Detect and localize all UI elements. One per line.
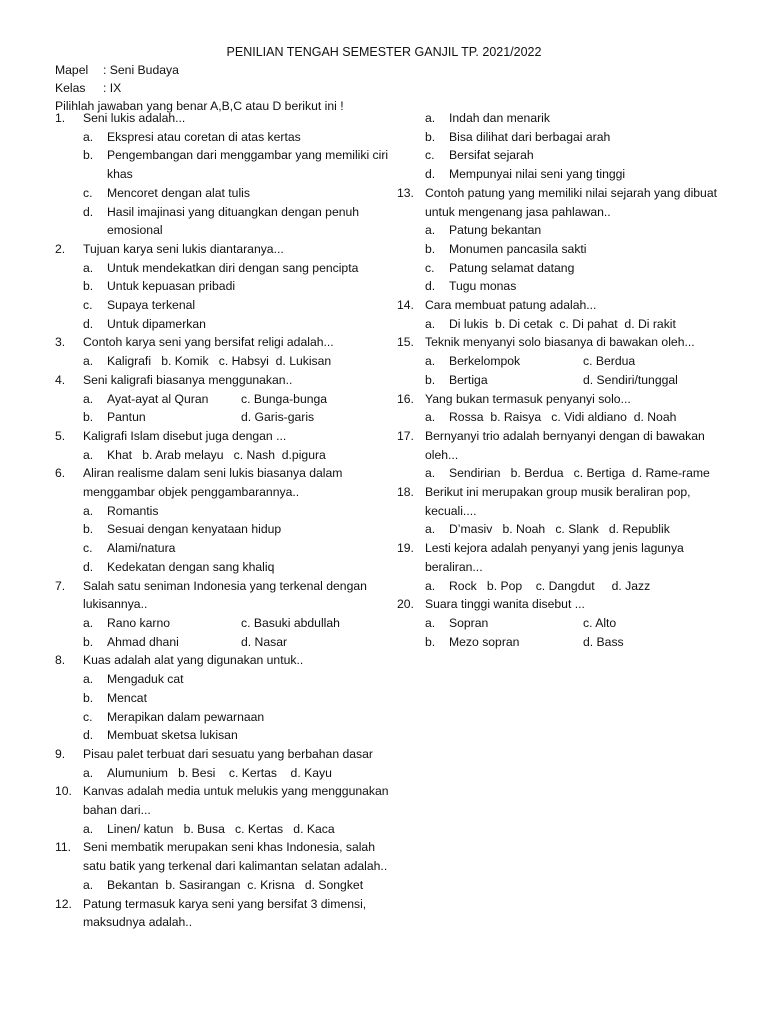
option-letter: b. (425, 241, 436, 256)
option-letter: a. (83, 260, 94, 275)
option-text: Merapikan dalam pewarnaan (107, 709, 265, 724)
question-number: 18. (397, 485, 414, 500)
option-text: Mencat (107, 690, 147, 705)
option-letter: d. (83, 204, 94, 219)
option-letter: a. (83, 354, 94, 369)
option-text: Untuk kepuasan pribadi (107, 279, 236, 294)
question-number: 12. (55, 896, 72, 911)
option-text: Mezo sopran (449, 634, 520, 649)
option-letter: b. (83, 634, 94, 649)
option-c: c. Berdua (583, 354, 636, 369)
option-letter: b. (425, 129, 436, 144)
option-text: Patung bekantan (449, 223, 542, 238)
option-row (397, 315, 737, 334)
question-7 (55, 577, 395, 614)
question-2 (55, 240, 395, 259)
question-text: Salah satu seniman Indonesia yang terkenal dengan lukisannya.. (83, 578, 367, 612)
question-text: Contoh patung yang memiliki nilai sejarah yang dibuat untuk mengenang jasa pahlawan.. (425, 185, 718, 219)
option-letter: a. (425, 354, 436, 369)
option-b (55, 689, 395, 708)
option-text: Bertiga (449, 372, 488, 387)
option-d: d. Nasar (241, 634, 288, 649)
question-18 (397, 483, 737, 520)
option-d: d. Sendiri/tunggal (583, 372, 678, 387)
question-5 (55, 427, 395, 446)
option-text: Untuk dipamerkan (107, 316, 206, 331)
kelas-value: : IX (103, 81, 122, 95)
option-text: Sopran (449, 615, 489, 630)
question-number: 10. (55, 784, 72, 799)
question-number: 4. (55, 372, 66, 387)
question-13 (397, 184, 737, 221)
question-number: 5. (55, 428, 66, 443)
option-b (425, 371, 583, 390)
option-b (83, 408, 241, 427)
option-letter: b. (425, 372, 436, 387)
option-letter: a. (83, 391, 94, 406)
question-15 (397, 333, 737, 352)
right-column (397, 109, 737, 651)
option-letter: a. (83, 821, 94, 836)
left-column (55, 109, 395, 932)
question-text: Seni membatik merupakan seni khas Indonesia, salah satu batik yang terkenal dari kalimantan selatan adalah.. (83, 840, 388, 874)
option-letter: d. (83, 559, 94, 574)
question-text: Contoh karya seni yang bersifat religi adalah... (83, 335, 334, 350)
question-11 (55, 838, 395, 875)
instruction: Pilihlah jawaban yang benar A,B,C atau D berikut ini ! (55, 99, 344, 113)
question-text: Patung termasuk karya seni yang bersifat 3 dimensi, maksudnya adalah.. (83, 896, 367, 930)
question-number: 20. (397, 597, 414, 612)
option-row (55, 446, 395, 465)
option-text: Ayat-ayat al Quran (107, 391, 209, 406)
option-row (55, 876, 395, 895)
question-8 (55, 651, 395, 670)
question-1 (55, 109, 395, 128)
question-9 (55, 745, 395, 764)
question-10 (55, 782, 395, 819)
option-b (55, 277, 395, 296)
option-letter: d. (425, 279, 436, 294)
option-letter: a. (83, 672, 94, 687)
option-letter: b. (425, 634, 436, 649)
question-text: Bernyanyi trio adalah bernyanyi dengan di bawakan oleh... (425, 428, 705, 462)
exam-title: PENILIAN TENGAH SEMESTER GANJIL TP. 2021/2022 (226, 45, 542, 59)
option-letter: a. (425, 410, 436, 425)
option-text: Pengembangan dari menggambar yang memiliki ciri khas (107, 148, 389, 182)
kelas-row (55, 79, 395, 97)
option-b (397, 128, 737, 147)
option-b (55, 520, 395, 539)
option-b (55, 146, 395, 183)
mapel-label: Mapel (55, 63, 89, 77)
option-grid (55, 390, 395, 427)
question-number: 14. (397, 298, 414, 313)
kelas-label: Kelas (55, 81, 86, 95)
option-letter: d. (83, 316, 94, 331)
option-c (55, 184, 395, 203)
option-c (55, 296, 395, 315)
option-text: Rano karno (107, 615, 171, 630)
option-text: Berkelompok (449, 354, 521, 369)
question-number: 9. (55, 746, 66, 761)
question-4 (55, 371, 395, 390)
option-letter: b. (83, 522, 94, 537)
option-row-text: Khat b. Arab melayu c. Nash d.pigura (107, 447, 326, 462)
question-text: Pisau palet terbuat dari sesuatu yang berbahan dasar (83, 746, 373, 761)
question-number: 11. (55, 840, 72, 855)
option-a (397, 221, 737, 240)
option-a (55, 502, 395, 521)
question-text: Lesti kejora adalah penyanyi yang jenis lagunya beraliran... (425, 541, 684, 574)
option-letter: b. (83, 148, 94, 163)
option-c: c. Basuki abdullah (241, 615, 340, 630)
option-text: Alami/natura (107, 541, 176, 556)
option-letter: c. (83, 541, 93, 556)
option-letter: a. (83, 615, 94, 630)
question-17 (397, 427, 737, 464)
option-row-text: Bekantan b. Sasirangan c. Krisna d. Songket (107, 877, 364, 892)
option-d (55, 315, 395, 334)
question-text: Kanvas adalah media untuk melukis yang menggunakan bahan dari... (83, 784, 389, 818)
option-text: Hasil imajinasi yang dituangkan dengan penuh emosional (107, 204, 360, 238)
option-d (55, 203, 395, 240)
question-text: Tujuan karya seni lukis diantaranya... (83, 241, 284, 256)
option-a (83, 390, 241, 409)
question-number: 17. (397, 428, 414, 443)
option-row (397, 464, 737, 483)
question-number: 19. (397, 541, 414, 556)
question-3 (55, 333, 395, 352)
option-row (55, 352, 395, 371)
option-d (55, 726, 395, 745)
option-row-text: Alumunium b. Besi c. Kertas d. Kayu (107, 765, 332, 780)
question-text: Suara tinggi wanita disebut ... (425, 597, 585, 612)
option-a (397, 109, 737, 128)
option-letter: b. (83, 279, 94, 294)
option-row-text: Kaligrafi b. Komik c. Habsyi d. Lukisan (107, 354, 332, 369)
option-c (55, 539, 395, 558)
option-text: Monumen pancasila sakti (449, 241, 587, 256)
option-letter: c. (425, 260, 435, 275)
option-text: Mengaduk cat (107, 672, 184, 687)
option-letter: a. (425, 316, 436, 331)
option-c (397, 146, 737, 165)
question-number: 7. (55, 578, 66, 593)
option-row (397, 577, 737, 596)
mapel-row (55, 61, 395, 79)
option-row-text: Linen/ katun b. Busa c. Kertas d. Kaca (107, 821, 335, 836)
option-a (55, 259, 395, 278)
option-row (397, 408, 737, 427)
option-letter: b. (83, 410, 94, 425)
option-a (55, 670, 395, 689)
option-letter: a. (83, 765, 94, 780)
option-text: Sesuai dengan kenyataan hidup (107, 522, 282, 537)
option-a (55, 128, 395, 147)
option-c (55, 708, 395, 727)
question-19 (397, 539, 737, 576)
question-text: Teknik menyanyi solo biasanya di bawakan oleh... (425, 335, 695, 350)
option-d (397, 165, 737, 184)
option-text: Untuk mendekatkan diri dengan sang pencipta (107, 260, 359, 275)
question-number: 1. (55, 111, 66, 125)
option-row-text: Rossa b. Raisya c. Vidi aldiano d. Noah (449, 410, 677, 425)
option-d: d. Garis-garis (241, 410, 315, 425)
option-letter: a. (425, 615, 436, 630)
question-text: Cara membuat patung adalah... (425, 298, 597, 313)
option-letter: a. (83, 503, 94, 518)
question-text: Kaligrafi Islam disebut juga dengan ... (83, 428, 287, 443)
question-number: 2. (55, 241, 66, 256)
option-row-text: Di lukis b. Di cetak c. Di pahat d. Di rakit (449, 316, 676, 331)
option-text: Kedekatan dengan sang khaliq (107, 559, 275, 574)
option-letter: a. (425, 223, 436, 238)
option-letter: a. (83, 447, 94, 462)
question-number: 16. (397, 391, 414, 406)
question-text: Aliran realisme dalam seni lukis biasanya dalam menggambar objek penggambarannya.. (83, 466, 343, 500)
option-a (425, 614, 583, 633)
option-c: c. Bunga-bunga (241, 391, 328, 406)
option-row (397, 520, 737, 539)
option-letter: d. (425, 167, 436, 182)
option-d (397, 277, 737, 296)
option-letter: a. (425, 111, 436, 125)
option-letter: d. (83, 728, 94, 743)
option-d (55, 558, 395, 577)
option-text: Bersifat sejarah (449, 148, 534, 163)
option-row (55, 820, 395, 839)
question-text: Yang bukan termasuk penyanyi solo... (425, 391, 631, 406)
question-16 (397, 390, 737, 409)
option-letter: c. (83, 709, 93, 724)
option-text: Membuat sketsa lukisan (107, 728, 238, 743)
option-b (83, 633, 241, 652)
question-number: 15. (397, 335, 414, 350)
option-row-text: Sendirian b. Berdua c. Bertiga d. Rame-rame (449, 466, 710, 481)
option-c: c. Alto (583, 615, 617, 630)
question-text: Seni lukis adalah... (83, 111, 186, 125)
option-b (425, 633, 583, 652)
exam-meta (55, 61, 395, 115)
option-letter: c. (83, 298, 93, 313)
option-text: Mempunyai nilai seni yang tinggi (449, 167, 626, 182)
question-number: 6. (55, 466, 66, 481)
option-grid (55, 614, 395, 651)
option-text: Ahmad dhani (107, 634, 179, 649)
question-number: 3. (55, 335, 66, 350)
option-letter: a. (83, 877, 94, 892)
option-text: Tugu monas (449, 279, 517, 294)
option-letter: a. (425, 466, 436, 481)
option-letter: c. (425, 148, 435, 163)
option-text: Mencoret dengan alat tulis (107, 185, 250, 200)
option-row-text: Rock b. Pop c. Dangdut d. Jazz (449, 578, 651, 593)
option-letter: b. (83, 690, 94, 705)
question-6 (55, 464, 395, 501)
option-a (425, 352, 583, 371)
option-text: Bisa dilihat dari berbagai arah (449, 129, 611, 144)
option-c (397, 259, 737, 278)
option-text: Ekspresi atau coretan di atas kertas (107, 129, 301, 144)
option-letter: a. (83, 129, 94, 144)
option-a (83, 614, 241, 633)
option-text: Patung selamat datang (449, 260, 575, 275)
option-letter: c. (83, 185, 93, 200)
option-row (55, 764, 395, 783)
option-text: Indah dan menarik (449, 111, 550, 125)
option-text: Supaya terkenal (107, 298, 196, 313)
option-d: d. Bass (583, 634, 624, 649)
question-text: Kuas adalah alat yang digunakan untuk.. (83, 653, 304, 668)
question-number: 8. (55, 653, 66, 668)
option-text: Pantun (107, 410, 146, 425)
option-b (397, 240, 737, 259)
mapel-value: : Seni Budaya (103, 63, 179, 77)
question-text: Seni kaligrafi biasanya menggunakan.. (83, 372, 293, 387)
question-12 (55, 895, 395, 932)
question-20 (397, 595, 737, 614)
option-row-text: D’masiv b. Noah c. Slank d. Republik (449, 522, 670, 537)
option-grid (397, 352, 737, 389)
question-14 (397, 296, 737, 315)
option-letter: a. (425, 522, 436, 537)
question-text: Berikut ini merupakan group musik beraliran pop, kecuali.... (425, 485, 691, 518)
option-text: Romantis (107, 503, 159, 518)
question-number: 13. (397, 185, 414, 200)
option-letter: a. (425, 578, 436, 593)
option-grid (397, 614, 737, 651)
